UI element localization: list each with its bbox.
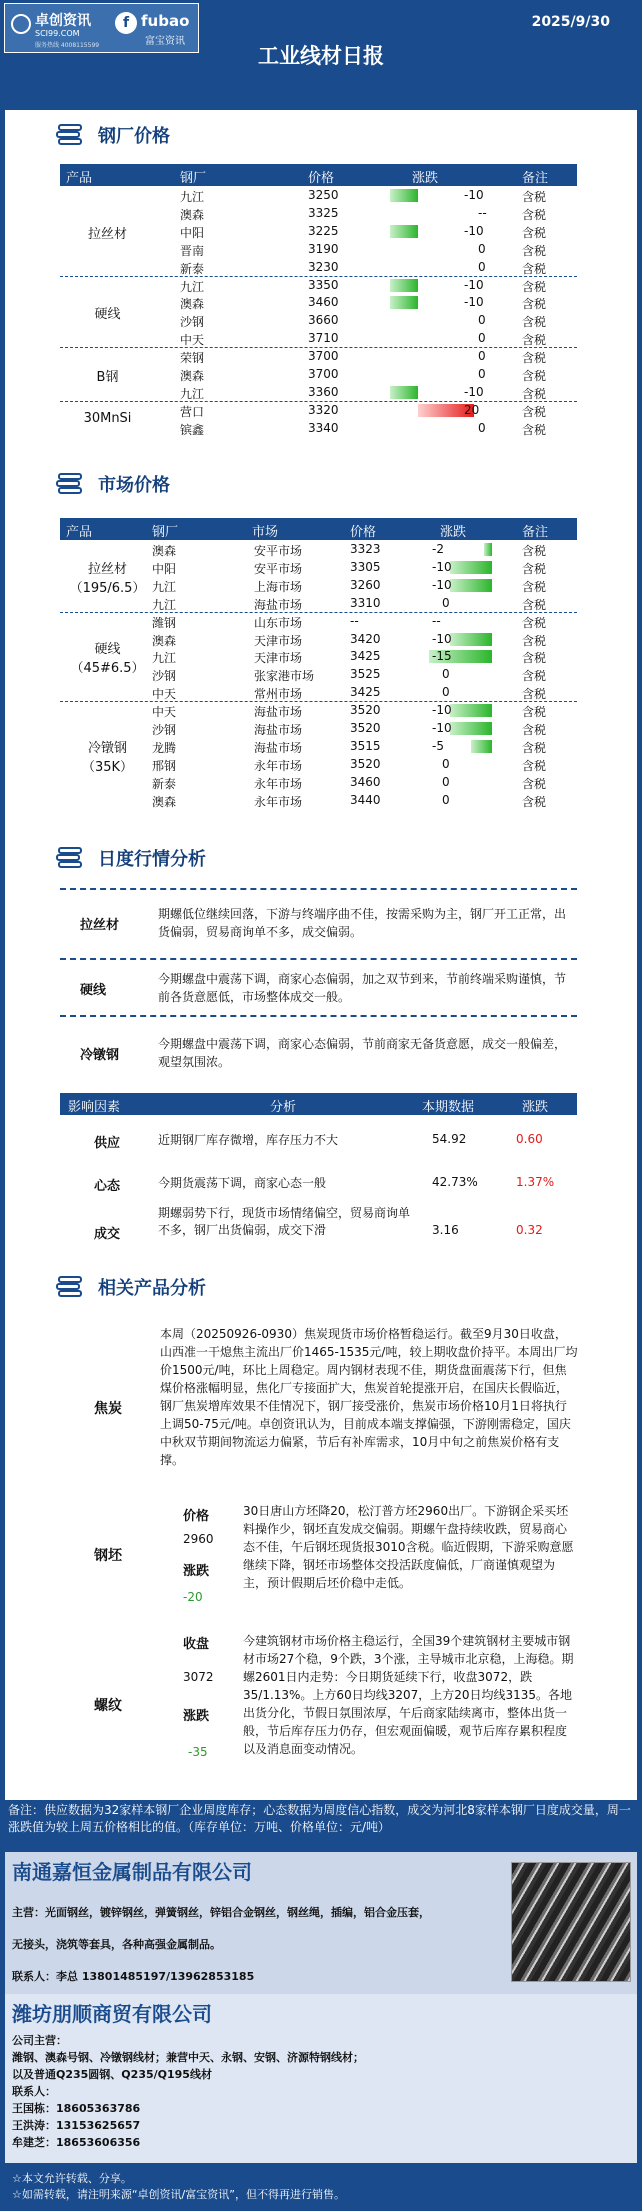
mill-remark: 含税: [522, 369, 547, 383]
mill-row: [60, 330, 577, 347]
market-remark: 含税: [522, 597, 547, 612]
market-place: 张家港市场: [254, 669, 315, 684]
rebar-change: -35: [188, 1745, 208, 1759]
report-date: 2025/9/30: [531, 14, 610, 30]
group-spec: （35K）: [81, 759, 134, 775]
mill-change: -10: [464, 384, 484, 399]
sci99-logo-icon: [11, 14, 31, 34]
market-remark: 含税: [522, 615, 547, 630]
ad-company-name: 潍坊朋顺商贸有限公司: [12, 2002, 212, 2026]
mill-price: 3325: [308, 205, 339, 220]
market-remark: 含税: [522, 705, 547, 720]
market-change: --: [432, 613, 441, 628]
section-daily-heading: 日度行情分析: [56, 843, 206, 873]
market-mill: 澳森: [152, 794, 177, 809]
market-place: 永年市场: [254, 776, 303, 791]
mill-name: 荣钢: [180, 351, 205, 366]
mill-price: 3360: [308, 384, 339, 399]
market-price: 3460: [350, 774, 381, 789]
market-row: [60, 595, 577, 612]
market-remark: 含税: [522, 794, 547, 809]
market-change: 0: [442, 667, 450, 682]
market-price: 3440: [350, 792, 381, 807]
market-mill: 中阳: [152, 561, 177, 576]
market-price: 3425: [350, 685, 381, 700]
market-price: 3515: [350, 738, 381, 753]
col-mill: 钢厂: [180, 171, 207, 186]
footer-line-1: ☆本文允许转载、分享。: [12, 2172, 132, 2185]
col-price: 价格: [308, 171, 335, 186]
market-group-label: [60, 558, 155, 596]
market-price: 3310: [350, 595, 381, 610]
market-remark: 含税: [522, 740, 547, 755]
footer-line-2: ☆如需转载，请注明来源“卓创资讯/富宝资讯”，但不得再进行销售。: [12, 2188, 345, 2201]
market-mill: 邢钢: [152, 758, 177, 773]
market-mill: 沙钢: [152, 723, 177, 737]
market-row: [60, 541, 577, 558]
mill-name: 澳森: [180, 297, 205, 312]
wire-rope-image: [511, 1862, 631, 1982]
market-place: 海盐市场: [254, 705, 303, 720]
section-market-heading: 市场价格: [56, 469, 170, 499]
market-change: -15: [432, 649, 452, 664]
market-change: -10: [432, 631, 452, 646]
col-product: 产品: [66, 525, 93, 540]
stack-icon: [56, 1276, 86, 1298]
mill-change: --: [478, 205, 487, 220]
change-bar: [390, 279, 418, 292]
mill-name: 镔鑫: [180, 422, 205, 437]
section-related-heading: 相关产品分析: [56, 1272, 206, 1302]
mill-price: 3320: [308, 402, 339, 417]
market-remark: 含税: [522, 758, 547, 773]
billet-price: 2960: [183, 1532, 214, 1546]
market-price: 3520: [350, 756, 381, 771]
mill-group-label: 硬线: [94, 307, 121, 323]
change-bar: [471, 740, 492, 753]
logo2-en: fubao: [141, 12, 190, 30]
market-change: 0: [442, 774, 450, 789]
change-bar: [484, 543, 492, 556]
market-remark: 含税: [522, 723, 547, 737]
market-mill: 中天: [152, 687, 177, 702]
market-change: 0: [442, 792, 450, 807]
col-mill: 钢厂: [152, 525, 179, 540]
mill-name: 澳森: [180, 207, 205, 222]
footer: [0, 2163, 642, 2211]
market-remark: 含税: [522, 544, 547, 558]
billet-label: 钢坯: [94, 1548, 122, 1564]
mill-remark: 含税: [522, 333, 547, 348]
change-bar: [390, 225, 418, 238]
mill-price: 3460: [308, 295, 339, 310]
billet-price-key: 价格: [183, 1509, 210, 1524]
mill-table-header: [60, 164, 577, 186]
rebar-close-key: 收盘: [183, 1637, 210, 1652]
col-price: 价格: [350, 525, 377, 540]
mill-row: [60, 241, 577, 258]
mill-row: [60, 205, 577, 222]
market-price: 3520: [350, 703, 381, 718]
mill-remark: 含税: [522, 225, 547, 240]
market-table-header: [60, 518, 577, 540]
market-remark: 含税: [522, 561, 547, 576]
mill-name: 九江: [180, 190, 205, 204]
market-row: [60, 684, 577, 701]
mill-name: 中阳: [180, 225, 205, 240]
stack-icon: [56, 473, 86, 495]
mill-name: 营口: [180, 404, 205, 419]
mill-price: 3700: [308, 367, 339, 381]
market-change: -10: [432, 577, 452, 592]
mill-price: 3700: [308, 349, 339, 364]
mill-remark: 含税: [522, 315, 547, 330]
market-change: -2: [432, 542, 444, 556]
ad-company-name: 南通嘉恒金属制品有限公司: [12, 1860, 252, 1884]
col-remark: 备注: [522, 171, 549, 186]
change-bar: [390, 386, 418, 399]
market-place: 海盐市场: [254, 740, 303, 755]
market-group-label: [60, 638, 155, 676]
market-remark: 含税: [522, 776, 547, 791]
market-mill: 龙腾: [152, 740, 177, 755]
footnote: 备注：供应数据为32家样本钢厂企业周度库存；心态数据为周度信心指数，成交为河北8家样本钢厂日度成交量，周一涨跌值为较上周五价格相比的值。（库存单位：万吨、价格单位：元/吨）: [0, 1800, 642, 1852]
mill-price: 3350: [308, 277, 339, 292]
mill-price: 3710: [308, 331, 339, 346]
market-change: -10: [432, 721, 452, 735]
rebar-label: 螺纹: [94, 1698, 122, 1714]
mill-remark: 含税: [522, 297, 547, 312]
change-bar: [450, 561, 492, 574]
group-name: 硬线: [94, 642, 121, 658]
market-mill: 九江: [152, 597, 177, 612]
market-place: 安平市场: [254, 544, 303, 558]
market-change: -10: [432, 559, 452, 574]
mill-change: 0: [478, 313, 486, 328]
mill-name: 晋南: [180, 243, 205, 258]
mill-name: 九江: [180, 279, 205, 294]
market-mill: 九江: [152, 651, 177, 666]
mill-change: -10: [464, 188, 484, 202]
mill-remark: 含税: [522, 422, 547, 437]
mill-name: 沙钢: [180, 315, 205, 330]
change-bar: [450, 633, 492, 646]
billet-change: -20: [183, 1590, 203, 1604]
mill-group-label: 30MnSi: [83, 410, 132, 426]
market-row: [60, 792, 577, 809]
divider: [60, 888, 577, 890]
group-name: 拉丝材: [87, 561, 127, 577]
group-name: 冷镦钢: [87, 740, 127, 756]
mill-name: 新泰: [180, 261, 205, 276]
mill-remark: 含税: [522, 190, 547, 204]
market-change: -5: [432, 738, 444, 753]
mill-change: -10: [464, 277, 484, 292]
change-bar: [390, 189, 418, 202]
mill-change: 0: [478, 331, 486, 346]
mill-change: -10: [464, 223, 484, 238]
mill-price: 3250: [308, 188, 339, 202]
market-change: 0: [442, 595, 450, 610]
market-price: 3425: [350, 649, 381, 664]
market-row: [60, 702, 577, 719]
section-mill-heading: 钢厂价格: [56, 120, 170, 150]
divider: [60, 1015, 577, 1017]
market-row: [60, 720, 577, 737]
mill-row: [60, 277, 577, 294]
group-spec: （45#6.5）: [70, 661, 145, 677]
mill-price: 3660: [308, 313, 339, 328]
market-remark: 含税: [522, 687, 547, 702]
mill-change: 0: [478, 241, 486, 256]
market-row: [60, 613, 577, 630]
market-place: 海盐市场: [254, 723, 303, 737]
stack-icon: [56, 124, 86, 146]
market-row: [60, 774, 577, 791]
market-place: 安平市场: [254, 561, 303, 576]
mill-row: [60, 187, 577, 204]
mill-change: 0: [478, 367, 486, 381]
mill-price: 3190: [308, 241, 339, 256]
market-remark: 含税: [522, 651, 547, 666]
col-product: 产品: [66, 171, 93, 186]
fubao-logo-icon: f: [115, 12, 137, 34]
mill-remark: 含税: [522, 404, 547, 419]
report-header: [0, 0, 642, 110]
market-price: 3323: [350, 542, 381, 556]
mill-name: 澳森: [180, 369, 205, 383]
billet-text: 30日唐山方坯降20，松汀普方坯2960出厂。下游钢企采买坯料操作少，钢坯直发成交偏弱。期螺午盘持续收跌，贸易商心态不佳，午后钢坯现货报3010含税。临近假期，下游采购意愿继续下降，钢坯市场整体交投活跃度偏低，厂商谨慎观望为主，预计假期后坯价稳中走低。: [243, 1504, 574, 1590]
market-price: 3305: [350, 559, 381, 574]
market-mill: 沙钢: [152, 669, 177, 684]
mill-group-label: 拉丝材: [87, 226, 127, 242]
stack-icon: [56, 847, 86, 869]
market-place: 永年市场: [254, 794, 303, 809]
mill-remark: 含税: [522, 261, 547, 276]
market-price: 3420: [350, 631, 381, 646]
market-remark: 含税: [522, 633, 547, 648]
mill-remark: 含税: [522, 351, 547, 366]
rebar-text: 今建筑钢材市场价格主稳运行，全国39个建筑钢材主要城市钢材市场27个稳，9个跌，3个涨，主导城市北京稳，上海稳。期螺2601日内走势：今日期货延续下行，收盘3072，跌35/1.13%。上方60日均线3207，上方20日均线3135。各地出货分化，节假日氛围浓厚，午后商家陆续离市，整体出货一般，节后库存压力仍存，但宏观面偏暖，观节后库存累积程度以及消息面变动情况。: [243, 1634, 574, 1756]
col-change: 涨跌: [440, 525, 467, 540]
market-mill: 九江: [152, 579, 177, 594]
market-remark: 含税: [522, 669, 547, 684]
mill-change: 0: [478, 259, 486, 274]
market-place: 常州市场: [254, 687, 303, 702]
mill-change: 20: [464, 402, 480, 417]
rebar-change-key: 涨跌: [183, 1709, 210, 1724]
billet-change-key: 涨跌: [183, 1564, 210, 1579]
mill-row: [60, 384, 577, 401]
market-change: 0: [442, 756, 450, 771]
market-place: 天津市场: [254, 651, 303, 666]
market-change: -10: [432, 703, 452, 718]
factor-table-header: 影响因素 分析 本期数据 涨跌: [60, 1093, 577, 1115]
col-market: 市场: [252, 525, 279, 540]
mill-change: 0: [478, 349, 486, 364]
market-mill: 潍钢: [152, 615, 177, 630]
market-place: 天津市场: [254, 633, 303, 648]
market-change: 0: [442, 685, 450, 700]
ad-weifang: 潍坊朋顺商贸有限公司 公司主营： 潍钢、澳森号钢、冷镦钢线材；兼营中天、永钢、安钢、济源特钢线材； 以及普通Q235圆钢、Q235/Q195线材 联系人： 王国栋：18605363786 王洪涛：13153625657 牟建芝：18653606356: [5, 1994, 637, 2163]
mill-row: [60, 348, 577, 365]
logo-site: SCI99.COM: [35, 29, 80, 38]
col-change: 涨跌: [412, 171, 439, 186]
mill-name: 九江: [180, 386, 205, 401]
market-remark: 含税: [522, 579, 547, 594]
group-spec: （195/6.5）: [69, 580, 146, 596]
market-place: 上海市场: [254, 579, 303, 594]
report-title: 工业线材日报: [258, 44, 384, 68]
mill-remark: 含税: [522, 207, 547, 222]
market-place: 海盐市场: [254, 597, 303, 612]
divider: [60, 958, 577, 960]
logo-tel: 服务热线 4008115599: [35, 42, 100, 49]
mill-remark: 含税: [522, 243, 547, 258]
market-price: 3525: [350, 667, 381, 682]
market-place: 永年市场: [254, 758, 303, 773]
col-remark: 备注: [522, 525, 549, 540]
market-mill: 澳森: [152, 633, 177, 648]
change-bar: [450, 579, 492, 592]
change-bar: [390, 296, 418, 309]
ad-nantong: 南通嘉恒金属制品有限公司 主营：光面钢丝，镀锌钢丝，弹簧钢丝，锌铝合金钢丝，钢丝绳，插编，铝合金压套， 无接头，浇筑等套具，各种高强金属制品。 联系人：李总 13801485197/13962853185: [5, 1852, 637, 1994]
rebar-close: 3072: [183, 1670, 214, 1684]
market-mill: 中天: [152, 705, 177, 720]
market-mill: 新泰: [152, 776, 177, 791]
logo2-cn: 富宝资讯: [145, 36, 185, 47]
mill-price: 3340: [308, 420, 339, 435]
mill-remark: 含税: [522, 279, 547, 294]
market-mill: 澳森: [152, 544, 177, 558]
mill-group-label: B钢: [96, 370, 119, 385]
coke-text: 本周（20250926-0930）焦炭现货市场价格暂稳运行。截至9月30日收盘，山西准一干熄焦主流出厂价1465-1535元/吨，较上期收盘价持平。本周出厂均价1500元/吨，环比上周稳定。周内钢材表现不佳，期货盘面震荡下行，但焦煤价格涨幅明显，焦化厂专接面扩大，焦炭首轮提涨开启，在国庆长假临近，钢厂焦炭增库效果不佳情况下，钢厂接受涨价，焦炭市场价格10月1日将执行上调50-75元/吨。卓创资讯认为，目前成本端支撑偏强，下游刚需稳定，国庆中秋双节期间物流运力偏紧，节后有补库需求，10月中旬之前焦炭价格有支撑。: [160, 1327, 578, 1467]
change-bar: [450, 704, 492, 717]
mill-row: [60, 259, 577, 276]
mill-remark: 含税: [522, 386, 547, 401]
mill-name: 中天: [180, 333, 205, 348]
market-group-label: [60, 737, 155, 775]
change-bar: [450, 722, 492, 735]
market-price: 3260: [350, 577, 381, 592]
mill-change: -10: [464, 295, 484, 310]
coke-label: 焦炭: [94, 1401, 122, 1417]
mill-change: 0: [478, 420, 486, 435]
mill-price: 3225: [308, 223, 339, 238]
market-price: 3520: [350, 721, 381, 735]
market-price: --: [350, 613, 359, 628]
mill-price: 3230: [308, 259, 339, 274]
market-place: 山东市场: [254, 615, 303, 630]
logo-cn: 卓创资讯: [35, 13, 91, 29]
